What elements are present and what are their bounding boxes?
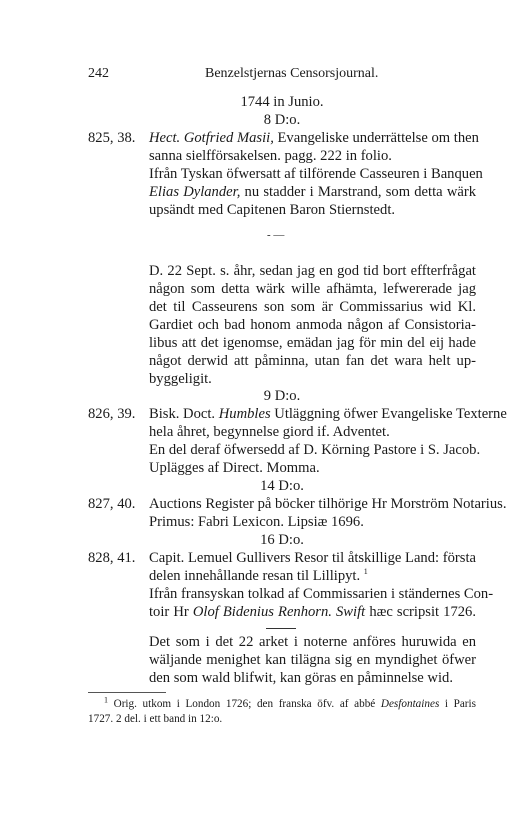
footnote-reference: 1	[363, 567, 368, 577]
entry-text: toir Hr	[149, 604, 189, 620]
paragraph-line: D. 22 Sept. s. åhr, sedan jag en god tid bort effterfrågat	[149, 263, 476, 279]
entry-number: 828, 41.	[88, 550, 136, 566]
paragraph-line: den som wald blifwit, kan göras en påminnelse wid.	[149, 670, 453, 686]
author-name: Humbles	[218, 406, 271, 422]
translator-name: Elias Dylander,	[149, 184, 241, 200]
footnote-line: 1727. 2 del. i ett band in 12:o.	[88, 713, 223, 725]
paragraph-line: någon som detta wärk wille afhämta, lefwererade jag	[149, 281, 476, 297]
entry-line: Capit. Lemuel Gullivers Resor til åtskillige Land: första	[149, 550, 476, 566]
separator-dash: - —	[267, 229, 285, 241]
entry-line	[149, 129, 479, 147]
entry-line: upsändt med Capitenen Baron Stiernstedt.	[149, 202, 396, 218]
entry-line: Uplägges af Direct. Momma.	[149, 460, 320, 476]
paragraph-line: Det som i det 22 arket i noterne anföres huruwida en	[149, 634, 476, 650]
date-heading-day: 16 D:o.	[260, 532, 304, 548]
entry-line: Primus: Fabri Lexicon. Lipsiæ 1696.	[149, 514, 364, 530]
entry-line	[149, 603, 476, 621]
paragraph-line: libus att det igenomse, emädan jag för min del eij hade	[149, 335, 476, 351]
entry-number: 825, 38.	[88, 130, 136, 146]
paragraph-line: wäljande menighet kan tilägna sig en myndighet öfwer	[149, 652, 476, 668]
entry-line: hela åhret, begynnelse giord if. Adventet.	[149, 424, 390, 440]
entry-text: Utläggning öfwer Evangeliske Texterne	[274, 406, 507, 422]
paragraph-line: byggeligit.	[149, 371, 212, 387]
entry-text: nu stadder i Marstrand, som detta wärk	[244, 184, 476, 200]
author-name: Hect. Gotfried Masii,	[149, 130, 274, 146]
entry-line: sanna sielfförsakelsen. pagg. 222 in folio.	[149, 148, 392, 164]
entry-text: hæc scripsit 1726.	[369, 604, 476, 620]
paragraph-line: något derwid att påminna, utan fan det wara helt up-	[149, 353, 476, 369]
entry-line: Ifrån Tyskan öfwersatt af tilförende Casseuren i Banquen	[149, 166, 483, 182]
section-rule	[266, 628, 296, 629]
footnote-mark: 1	[104, 695, 108, 705]
footnote-text: i Paris	[444, 698, 476, 710]
entry-line: Ifrån fransyskan tolkad af Commissarien i ständernes Con-	[149, 586, 494, 602]
running-title: Benzelstjernas Censorsjournal.	[205, 66, 379, 81]
date-heading-day: 14 D:o.	[260, 478, 304, 494]
paragraph-line: det til Casseurens son som är Commissarius wid Kl.	[149, 299, 476, 315]
footnote-line	[104, 697, 476, 711]
entry-text: Evangeliske underrättelse om then	[277, 130, 479, 146]
date-heading-day: 9 D:o.	[263, 388, 301, 404]
entry-number: 827, 40.	[88, 496, 136, 512]
entry-number: 826, 39.	[88, 406, 136, 422]
footnote-text: Orig. utkom i London 1726; den franska öfv. af abbé	[113, 698, 376, 710]
entry-line	[149, 183, 476, 201]
entry-line: En del deraf öfwersedd af D. Körning Pastore i S. Jacob.	[149, 442, 481, 458]
entry-line	[149, 567, 368, 585]
entry-text: Bisk. Doct.	[149, 406, 216, 422]
paragraph-line: Gardiet och bad honom anmoda någon af Consistoria-	[149, 317, 476, 333]
entry-text: delen innehållande resan til Lillipyt.	[149, 568, 361, 584]
date-heading-day: 8 D:o.	[263, 112, 301, 128]
footnote-name: Desfontaines	[380, 698, 440, 710]
page-number: 242	[88, 66, 109, 81]
entry-line: Auctions Register på böcker tilhörige Hr Morström Notarius.	[149, 496, 507, 512]
footnote-rule	[88, 692, 166, 693]
entry-line	[149, 405, 507, 423]
translator-name: Olof Bidenius Renhorn. Swift	[192, 604, 366, 620]
date-heading-month: 1744 in Junio.	[240, 94, 324, 110]
